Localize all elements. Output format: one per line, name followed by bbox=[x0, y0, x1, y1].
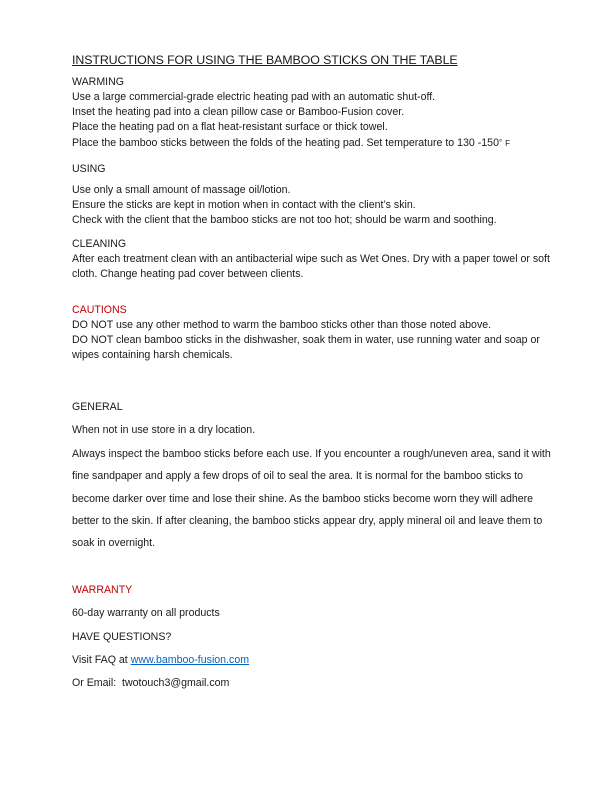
caution-line-2: DO NOT clean bamboo sticks in the dishwasher, soak them in water, use running water and soap or wipes containing harsh chemicals. bbox=[72, 334, 540, 361]
general-heading: GENERAL bbox=[72, 401, 123, 413]
warming-heading: WARMING bbox=[72, 76, 124, 88]
using-section bbox=[72, 162, 552, 228]
faq-prefix: Visit FAQ at bbox=[72, 654, 131, 667]
warranty-section bbox=[72, 579, 552, 695]
warming-line-4-text: Place the bamboo sticks between the folds of the heating pad. Set temperature to 130 -150 bbox=[72, 137, 499, 149]
email-label: Or Email: bbox=[72, 677, 117, 690]
faq-line bbox=[72, 649, 552, 671]
using-line-1: Use only a small amount of massage oil/lotion. bbox=[72, 184, 291, 196]
email-line bbox=[72, 672, 552, 694]
have-questions-text: HAVE QUESTIONS? bbox=[72, 630, 172, 643]
using-line-3: Check with the client that the bamboo sticks are not too hot; should be warm and soothing. bbox=[72, 214, 497, 226]
warming-section bbox=[72, 75, 552, 151]
cleaning-heading: CLEANING bbox=[72, 238, 127, 250]
using-heading: USING bbox=[72, 163, 106, 175]
document-title: INSTRUCTIONS FOR USING THE BAMBOO STICKS ON THE TABLE bbox=[72, 53, 458, 67]
caution-line-1: DO NOT use any other method to warm the bamboo sticks other than those noted above. bbox=[72, 319, 492, 331]
cleaning-text: After each treatment clean with an antibacterial wipe such as Wet Ones. Dry with a paper towel or soft cloth. Change heating pad cover between clients. bbox=[72, 253, 550, 280]
general-inspect-text: Always inspect the bamboo sticks before each use. If you encounter a rough/uneven area, sand it with fine sandpaper and apply a few drops of oil to seal the area. It is normal for the bamboo sticks to become darker over time and lose their shine. As the bamboo sticks become worn they will adhere better to the skin. If after cleaning, the bamboo sticks appear dry, apply mineral oil and leave them to soak in overnight. bbox=[72, 447, 551, 550]
general-storage-text: When not in use store in a dry location. bbox=[72, 424, 256, 437]
cleaning-section bbox=[72, 237, 552, 282]
cautions-heading: CAUTIONS bbox=[72, 304, 127, 316]
warming-line-2: Inset the heating pad into a clean pillow case or Bamboo-Fusion cover. bbox=[72, 106, 405, 118]
warranty-heading: WARRANTY bbox=[72, 583, 133, 596]
email-address: twotouch3@gmail.com bbox=[122, 677, 230, 690]
faq-link[interactable]: www.bamboo-fusion.com bbox=[130, 654, 250, 667]
using-line-2: Ensure the sticks are kept in motion when in contact with the client’s skin. bbox=[72, 199, 416, 211]
cautions-section bbox=[72, 303, 552, 363]
temperature-unit: F bbox=[505, 139, 511, 148]
warranty-text: 60-day warranty on all products bbox=[72, 607, 220, 620]
general-section bbox=[72, 396, 552, 555]
warming-line-1: Use a large commercial-grade electric heating pad with an automatic shut-off. bbox=[72, 91, 436, 103]
warming-line-3: Place the heating pad on a flat heat-resistant surface or thick towel. bbox=[72, 121, 388, 133]
degree-symbol: ° bbox=[498, 138, 503, 147]
warming-line-4 bbox=[72, 135, 552, 151]
